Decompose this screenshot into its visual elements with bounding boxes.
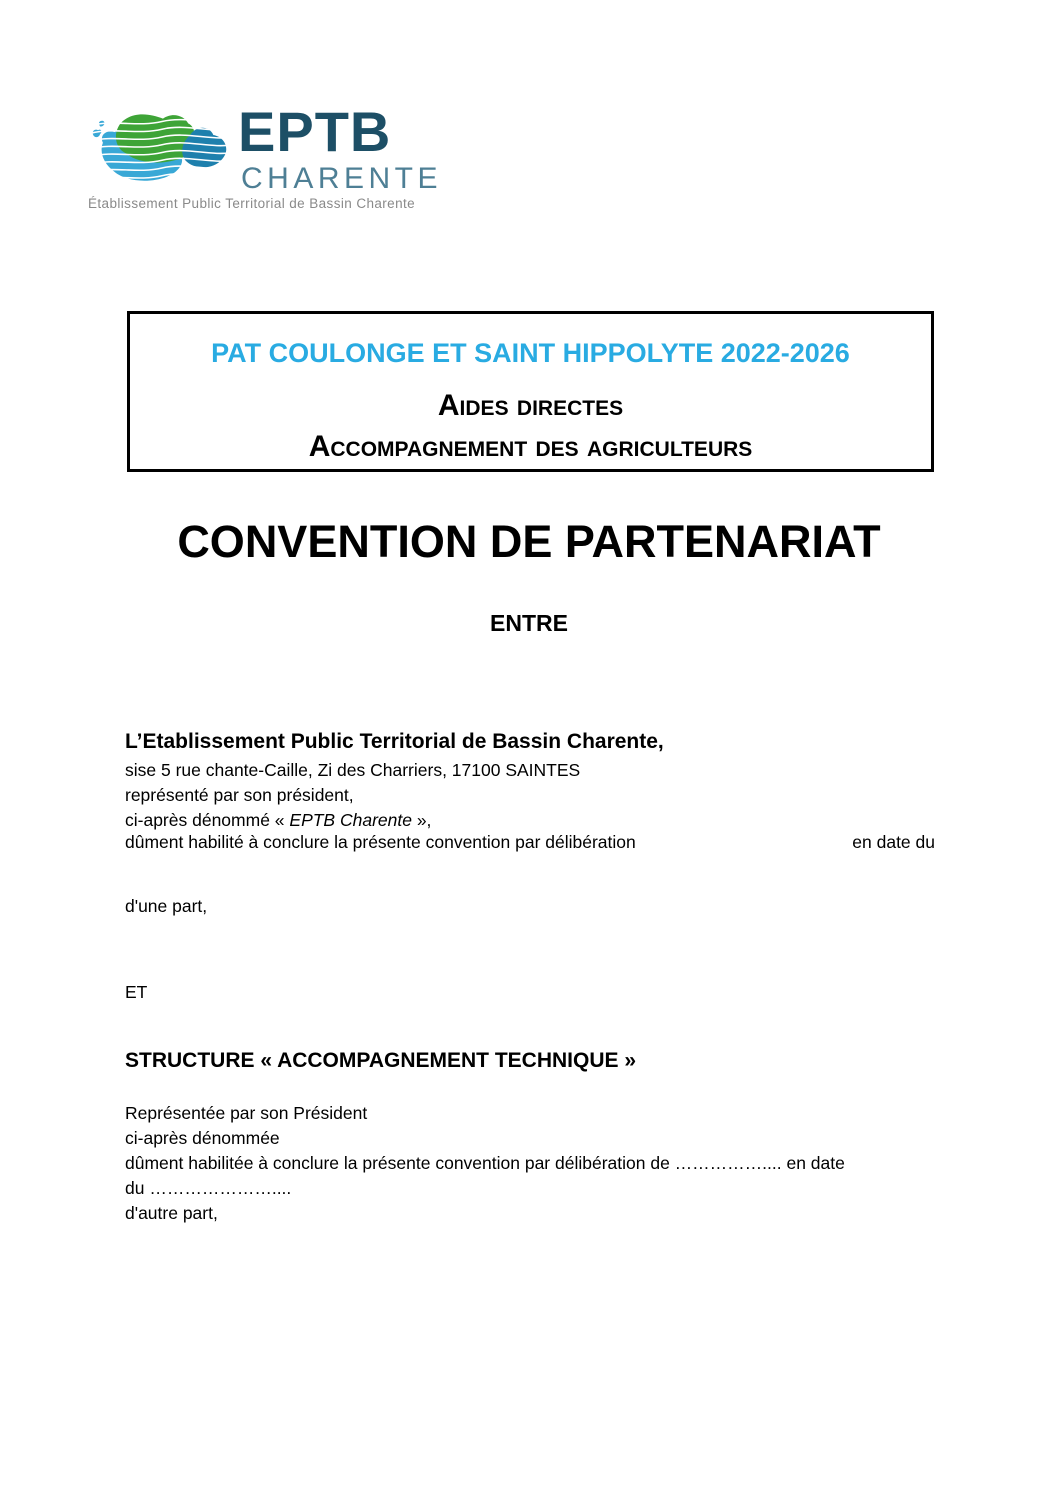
logo-tagline: Établissement Public Territorial de Bassin Charente <box>88 196 416 211</box>
party1-deliberation-line <box>125 830 935 855</box>
party2-details <box>125 1101 935 1226</box>
program-title-box <box>127 311 934 472</box>
party2-name: STRUCTURE « ACCOMPAGNEMENT TECHNIQUE » <box>125 1049 637 1072</box>
eptb-basin-map-icon <box>88 106 236 198</box>
party1-denomination-name: EPTB Charente <box>289 810 412 830</box>
connector-et: ET <box>125 982 148 1002</box>
party1-represented-by: représenté par son président, <box>125 785 354 805</box>
party1-details <box>125 758 935 833</box>
party1-closing: d'une part, <box>125 896 208 916</box>
party1-denomination: ci-après dénommé « EPTB Charente », <box>125 810 432 830</box>
party1-address: sise 5 rue chante-Caille, Zi des Charriers, 17100 SAINTES <box>125 760 581 780</box>
program-title: PAT COULONGE ET SAINT HIPPOLYTE 2022-2026 <box>211 338 850 368</box>
party1-name: L’Etablissement Public Territorial de Bassin Charente, <box>125 730 664 753</box>
party2-deliberation-line2: du ………………….... <box>125 1178 292 1198</box>
entre-label: ENTRE <box>490 610 568 636</box>
logo-acronym: EPTB <box>238 100 392 163</box>
party2-represented-by: Représentée par son Président <box>125 1103 368 1123</box>
party2-denomination: ci-après dénommée <box>125 1128 280 1148</box>
party1-deliberation-text: dûment habilité à conclure la présente convention par délibération <box>125 832 636 852</box>
eptb-logo <box>88 100 443 218</box>
document-title: CONVENTION DE PARTENARIAT <box>177 516 881 567</box>
party1-deliberation-date-label: en date du <box>852 832 935 852</box>
party2-deliberation-line1: dûment habilitée à conclure la présente convention par délibération de …………….... en date <box>125 1153 845 1173</box>
party2-closing: d'autre part, <box>125 1203 218 1223</box>
program-subtitle-line2: Accompagnement des agriculteurs <box>308 430 753 464</box>
logo-name: CHARENTE <box>241 162 443 195</box>
program-subtitle-line1: Aides directes <box>437 389 624 422</box>
